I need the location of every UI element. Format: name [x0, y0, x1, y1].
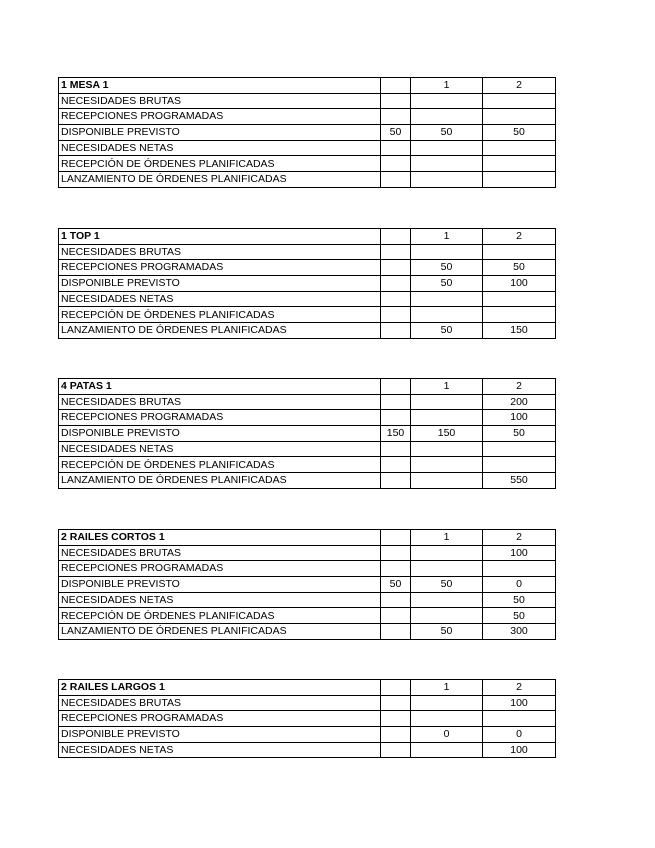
- row-label: NECESIDADES BRUTAS: [59, 394, 381, 410]
- cell-period-2: 0: [483, 577, 556, 593]
- cell-period-2: [483, 244, 556, 260]
- table-row: [59, 426, 556, 442]
- cell-initial: [381, 260, 411, 276]
- cell-period-1: 150: [411, 426, 483, 442]
- cell-initial: [381, 93, 411, 109]
- table-row: [59, 93, 556, 109]
- cell-initial: 50: [381, 577, 411, 593]
- cell-period-1: 50: [411, 276, 483, 292]
- table-row: [59, 394, 556, 410]
- table-row: [59, 608, 556, 624]
- table-row: [59, 592, 556, 608]
- table-row: [59, 172, 556, 188]
- mrp-table-railes-largos: [58, 679, 556, 758]
- period-header-initial: [381, 680, 411, 696]
- period-header-2: 2: [483, 379, 556, 395]
- row-label: NECESIDADES BRUTAS: [59, 244, 381, 260]
- row-label: NECESIDADES BRUTAS: [59, 695, 381, 711]
- table-row: [59, 561, 556, 577]
- cell-initial: [381, 561, 411, 577]
- table-row: [59, 695, 556, 711]
- row-label: RECEPCIÓN DE ÓRDENES PLANIFICADAS: [59, 608, 381, 624]
- table-header-row: [59, 379, 556, 395]
- table-row: [59, 291, 556, 307]
- row-label: LANZAMIENTO DE ÓRDENES PLANIFICADAS: [59, 624, 381, 640]
- cell-initial: [381, 307, 411, 323]
- cell-period-1: [411, 244, 483, 260]
- row-label: NECESIDADES NETAS: [59, 592, 381, 608]
- cell-period-2: 50: [483, 426, 556, 442]
- cell-period-1: 0: [411, 727, 483, 743]
- cell-period-2: [483, 457, 556, 473]
- cell-initial: [381, 473, 411, 489]
- cell-initial: [381, 457, 411, 473]
- row-label: LANZAMIENTO DE ÓRDENES PLANIFICADAS: [59, 323, 381, 339]
- cell-period-1: [411, 473, 483, 489]
- item-title: 4 PATAS 1: [59, 379, 381, 395]
- row-label: NECESIDADES NETAS: [59, 742, 381, 758]
- cell-initial: [381, 410, 411, 426]
- period-header-1: 1: [411, 379, 483, 395]
- period-header-initial: [381, 229, 411, 245]
- cell-period-1: [411, 307, 483, 323]
- cell-period-2: [483, 172, 556, 188]
- row-label: NECESIDADES NETAS: [59, 441, 381, 457]
- row-label: LANZAMIENTO DE ÓRDENES PLANIFICADAS: [59, 473, 381, 489]
- row-label: RECEPCIÓN DE ÓRDENES PLANIFICADAS: [59, 307, 381, 323]
- cell-initial: 150: [381, 426, 411, 442]
- cell-period-1: [411, 410, 483, 426]
- cell-period-2: 200: [483, 394, 556, 410]
- row-label: RECEPCIONES PROGRAMADAS: [59, 410, 381, 426]
- period-header-1: 1: [411, 229, 483, 245]
- table-row: [59, 244, 556, 260]
- table-row: [59, 140, 556, 156]
- table-row: [59, 323, 556, 339]
- row-label: DISPONIBLE PREVISTO: [59, 125, 381, 141]
- cell-period-1: [411, 156, 483, 172]
- period-header-initial: [381, 379, 411, 395]
- cell-period-1: [411, 545, 483, 561]
- table-row: [59, 156, 556, 172]
- cell-period-2: [483, 109, 556, 125]
- cell-initial: [381, 394, 411, 410]
- cell-period-2: [483, 307, 556, 323]
- mrp-table-patas: [58, 378, 556, 489]
- mrp-table-railes-cortos: [58, 529, 556, 640]
- cell-period-1: [411, 608, 483, 624]
- row-label: NECESIDADES NETAS: [59, 291, 381, 307]
- row-label: RECEPCIONES PROGRAMADAS: [59, 561, 381, 577]
- cell-period-2: 300: [483, 624, 556, 640]
- row-label: DISPONIBLE PREVISTO: [59, 426, 381, 442]
- period-header-1: 1: [411, 530, 483, 546]
- cell-period-1: 50: [411, 624, 483, 640]
- cell-period-2: 100: [483, 276, 556, 292]
- table-header-row: [59, 229, 556, 245]
- cell-period-2: 50: [483, 608, 556, 624]
- cell-period-1: 50: [411, 125, 483, 141]
- row-label: DISPONIBLE PREVISTO: [59, 727, 381, 743]
- cell-period-2: 50: [483, 125, 556, 141]
- item-title: 1 MESA 1: [59, 78, 381, 94]
- cell-period-2: [483, 291, 556, 307]
- row-label: DISPONIBLE PREVISTO: [59, 577, 381, 593]
- cell-initial: [381, 608, 411, 624]
- cell-period-2: [483, 156, 556, 172]
- cell-initial: [381, 711, 411, 727]
- row-label: RECEPCIÓN DE ÓRDENES PLANIFICADAS: [59, 457, 381, 473]
- cell-initial: [381, 323, 411, 339]
- item-title: 2 RAILES LARGOS 1: [59, 680, 381, 696]
- cell-initial: 50: [381, 125, 411, 141]
- cell-period-2: 100: [483, 410, 556, 426]
- table-header-row: [59, 680, 556, 696]
- cell-initial: [381, 109, 411, 125]
- row-label: NECESIDADES BRUTAS: [59, 545, 381, 561]
- cell-period-1: 50: [411, 260, 483, 276]
- cell-period-2: [483, 93, 556, 109]
- cell-period-1: [411, 394, 483, 410]
- table-row: [59, 742, 556, 758]
- table-row: [59, 260, 556, 276]
- cell-initial: [381, 545, 411, 561]
- cell-period-2: 50: [483, 592, 556, 608]
- row-label: RECEPCIONES PROGRAMADAS: [59, 711, 381, 727]
- cell-period-1: 50: [411, 323, 483, 339]
- cell-initial: [381, 291, 411, 307]
- item-title: 1 TOP 1: [59, 229, 381, 245]
- cell-period-1: [411, 172, 483, 188]
- cell-period-2: 100: [483, 695, 556, 711]
- cell-period-2: 0: [483, 727, 556, 743]
- table-row: [59, 711, 556, 727]
- cell-initial: [381, 695, 411, 711]
- cell-initial: [381, 742, 411, 758]
- row-label: RECEPCIÓN DE ÓRDENES PLANIFICADAS: [59, 156, 381, 172]
- period-header-2: 2: [483, 229, 556, 245]
- table-row: [59, 276, 556, 292]
- cell-period-2: 50: [483, 260, 556, 276]
- row-label: NECESIDADES BRUTAS: [59, 93, 381, 109]
- row-label: RECEPCIONES PROGRAMADAS: [59, 260, 381, 276]
- period-header-initial: [381, 78, 411, 94]
- row-label: LANZAMIENTO DE ÓRDENES PLANIFICADAS: [59, 172, 381, 188]
- mrp-table-mesa: [58, 77, 556, 188]
- row-label: DISPONIBLE PREVISTO: [59, 276, 381, 292]
- cell-period-2: [483, 561, 556, 577]
- cell-initial: [381, 156, 411, 172]
- table-row: [59, 577, 556, 593]
- cell-period-1: [411, 441, 483, 457]
- period-header-1: 1: [411, 680, 483, 696]
- cell-period-2: 550: [483, 473, 556, 489]
- cell-initial: [381, 244, 411, 260]
- table-header-row: [59, 78, 556, 94]
- table-row: [59, 727, 556, 743]
- cell-initial: [381, 592, 411, 608]
- row-label: NECESIDADES NETAS: [59, 140, 381, 156]
- cell-period-2: [483, 140, 556, 156]
- item-title: 2 RAILES CORTOS 1: [59, 530, 381, 546]
- mrp-table-top: [58, 228, 556, 339]
- cell-period-1: [411, 457, 483, 473]
- table-row: [59, 410, 556, 426]
- period-header-2: 2: [483, 530, 556, 546]
- cell-initial: [381, 441, 411, 457]
- table-row: [59, 457, 556, 473]
- cell-initial: [381, 140, 411, 156]
- table-header-row: [59, 530, 556, 546]
- cell-period-1: [411, 711, 483, 727]
- cell-period-1: [411, 561, 483, 577]
- period-header-1: 1: [411, 78, 483, 94]
- cell-period-2: 100: [483, 545, 556, 561]
- table-row: [59, 624, 556, 640]
- table-row: [59, 109, 556, 125]
- cell-period-1: [411, 93, 483, 109]
- cell-period-2: 100: [483, 742, 556, 758]
- cell-initial: [381, 624, 411, 640]
- table-row: [59, 441, 556, 457]
- cell-period-1: [411, 592, 483, 608]
- cell-initial: [381, 172, 411, 188]
- table-row: [59, 125, 556, 141]
- cell-period-1: [411, 695, 483, 711]
- cell-initial: [381, 727, 411, 743]
- period-header-initial: [381, 530, 411, 546]
- cell-initial: [381, 276, 411, 292]
- table-row: [59, 473, 556, 489]
- period-header-2: 2: [483, 78, 556, 94]
- cell-period-1: 50: [411, 577, 483, 593]
- cell-period-1: [411, 291, 483, 307]
- cell-period-2: 150: [483, 323, 556, 339]
- cell-period-1: [411, 109, 483, 125]
- cell-period-1: [411, 140, 483, 156]
- cell-period-2: [483, 711, 556, 727]
- period-header-2: 2: [483, 680, 556, 696]
- cell-period-2: [483, 441, 556, 457]
- table-row: [59, 307, 556, 323]
- table-row: [59, 545, 556, 561]
- row-label: RECEPCIONES PROGRAMADAS: [59, 109, 381, 125]
- cell-period-1: [411, 742, 483, 758]
